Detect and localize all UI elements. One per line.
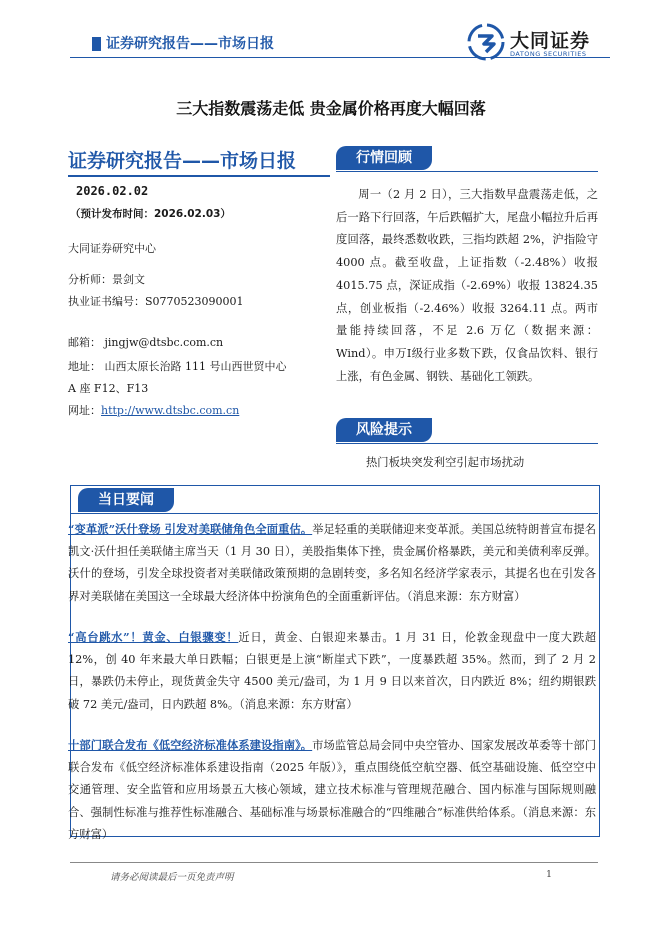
risk-text: 热门板块突发利空引起市场扰动 bbox=[366, 456, 525, 469]
license-number: 执业证书编号：S0770523090001 bbox=[68, 295, 244, 308]
tab-news: 当日要闻 bbox=[78, 488, 174, 512]
research-org: 大同证券研究中心 bbox=[68, 242, 156, 255]
news-headline-2[interactable]: “高台跳水”！黄金、白银骤变！ bbox=[68, 630, 239, 644]
page-number: 1 bbox=[546, 869, 553, 880]
address-line-1: 地址： 山西太原长治路 111 号山西世贸中心 bbox=[68, 360, 287, 373]
header-marker bbox=[92, 37, 101, 51]
left-report-type: 证券研究报告——市场日报 bbox=[68, 150, 297, 172]
website bbox=[68, 402, 239, 418]
risk-divider bbox=[336, 443, 598, 444]
news-headline-3[interactable]: 十部门联合发布《低空经济标准体系建设指南》。 bbox=[68, 738, 313, 752]
logo-text-cn: 大同证券 bbox=[510, 30, 591, 52]
news-body-3: 市场监管总局会同中央空管办、国家发展改革委等十部门联合发布《低空经济标准体系建设指南（2025 年版）》，重点围绕低空航空器、低空基础设施、低空空中交通管理、安全监管和应用场景五大核心领域，建立技术标准与管理规范融合、国内标准与国际规则融合、强制性标准与推荐性标准融合、基础标准与场景标准融合的“四维融合”标准供给体系。（消息来源：东方财富） bbox=[68, 739, 596, 841]
news-body-1: 举足轻重的美联储迎来变革派。美国总统特朗普宣布提名凯文·沃什担任美联储主席当天（1 月 30 日），美股指集体下挫，贵金属价格暴跌，美元和美债利率反弹。沃什的登场，引发全球投资者对美联储政策预期的急剧转变，多名知名经济学家表示，其提名也在引发各界对美联储在美国这一全球最大经济体中扮演角色的全面重新评估。（消息来源：东方财富） bbox=[68, 523, 596, 603]
news-item-2 bbox=[68, 626, 596, 716]
footer-divider bbox=[70, 862, 598, 863]
email: 邮箱： jingjw@dtsbc.com.cn bbox=[68, 336, 224, 349]
header-report-type: 证券研究报告——市场日报 bbox=[106, 36, 274, 52]
news-headline-1[interactable]: “变革派”沃什登场 引发对美联储角色全面重估。 bbox=[68, 522, 313, 536]
datong-logo-icon bbox=[466, 22, 506, 62]
report-title: 三大指数震荡走低 贵金属价格再度大幅回落 bbox=[176, 99, 486, 118]
website-link[interactable]: http://www.dtsbc.com.cn bbox=[101, 404, 240, 417]
publish-time: （预计发布时间：2026.02.03） bbox=[70, 208, 231, 220]
news-body-2: 近日，黄金、白银迎来暴击。1 月 31 日，伦敦金现盘中一度大跌超 12%，创 40 年来最大单日跌幅；白银更是上演“断崖式下跌”，一度暴跌超 35%。然而，到了 2 月 2 日，暴跌仍未停止，现货黄金失守 4500 美元/盎司，为 1 月 9 日以来首次，日内跌近 8%；纽约期银跌破 72 美元/盎司，日内跌超 8%。（消息来源：东方财富） bbox=[68, 631, 597, 711]
left-divider bbox=[68, 175, 330, 177]
news-item-3 bbox=[68, 734, 596, 846]
news-item-1 bbox=[68, 518, 596, 608]
tab-risk: 风险提示 bbox=[336, 418, 432, 442]
address-line-2: A 座 F12、F13 bbox=[68, 382, 149, 395]
tab-market-review: 行情回顾 bbox=[336, 146, 432, 170]
news-divider bbox=[70, 513, 598, 514]
website-label: 网址： bbox=[68, 404, 101, 417]
logo-text-en: DATONG SECURITIES bbox=[510, 50, 587, 58]
market-review-divider bbox=[336, 171, 598, 172]
analyst: 分析师：景剑文 bbox=[68, 273, 145, 286]
market-review-text: 周一（2 月 2 日），三大指数早盘震荡走低，之后一路下行回落，午后跌幅扩大，尾盘小幅拉升后再度回落，最终悉数收跌，三指均跌超 2%，沪指险守 4000 点。截至收盘，上证指数（-2.48%）收报 4015.75 点，深证成指（-2.69%）收报 13824.35 点，创业板指（-2.46%）收报 3264.11 点。两市量能持续回落，不足 2.6 万亿（数据来源：Wind）。申万Ⅰ级行业多数下跌，仅食品饮料、银行上涨，有色金属、钢铁、基础化工领跌。 bbox=[336, 188, 598, 383]
report-date: 2026.02.02 bbox=[76, 184, 149, 198]
footer-disclaimer: 请务必阅读最后一页免责声明 bbox=[110, 872, 234, 883]
